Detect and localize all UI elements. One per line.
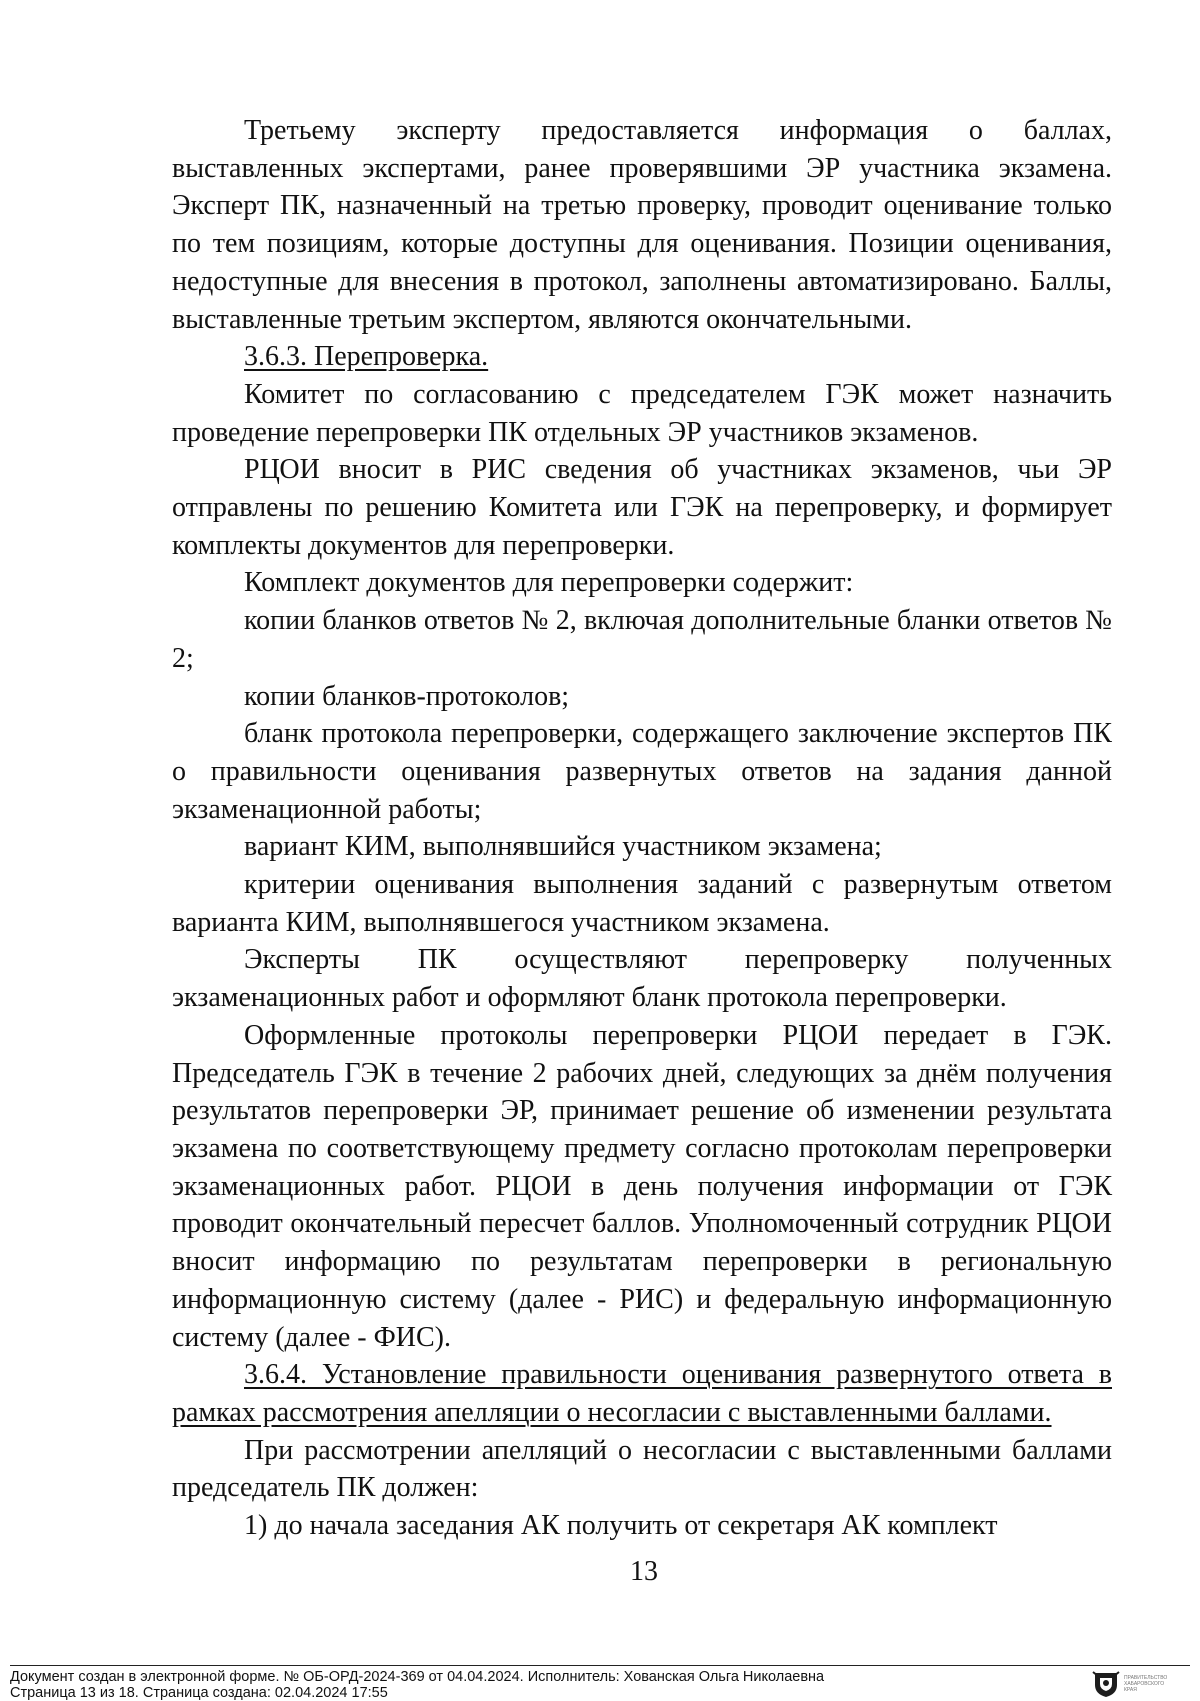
list-item-protocol-copies: копии бланков-протоколов;: [244, 680, 570, 712]
list-item-step-1: 1) до начала заседания АК получить от секретаря АК комплект: [244, 1510, 998, 1542]
section-heading-3-6-4: [172, 1356, 1112, 1431]
paragraph-committee: Комитет по согласованию с председателем ГЭК может назначить проведение перепроверки ПК отдельных ЭР участников экзаменов.: [172, 378, 1112, 448]
government-logo: [1091, 1670, 1184, 1698]
list-item-kim-variant: вариант КИМ, выполнявшийся участником экзамена;: [244, 831, 882, 863]
coat-of-arms-icon: [1091, 1670, 1121, 1698]
paragraph-experts-recheck: Эксперты ПК осуществляют перепроверку полученных экзаменационных работ и оформляют бланк протокола перепроверки.: [172, 944, 1112, 1014]
document-footer: [10, 1665, 1190, 1701]
paragraph-third-expert: Третьему эксперту предоставляется информация о баллах, выставленных экспертами, ранее проверявшими ЭР участника экзамена. Эксперт ПК, назначенный на третью проверку, проводит оценивание только по тем позициям, которые доступны для оценивания. Позиции оценивания, недоступные для внесения в протокол, заполнены автоматизировано. Баллы, выставленные третьим экспертом, являются окончательными.: [172, 115, 1112, 335]
footer-page-info: Страница 13 из 18. Страница создана: 02.04.2024 17:55: [10, 1685, 388, 1701]
section-heading-3-6-4-text: 3.6.4. Установление правильности оценивания развернутого ответа в рамках рассмотрения апелляции о несогласии с выставленными баллами.: [172, 1359, 1112, 1428]
section-heading-3-6-3: [172, 338, 1112, 376]
paragraph-appeals: При рассмотрении апелляций о несогласии с выставленными баллами председатель ПК должен:: [172, 1434, 1112, 1504]
paragraph-rcoi-ris: РЦОИ вносит в РИС сведения об участниках экзаменов, чьи ЭР отправлены по решению Комитета или ГЭК на перепроверку, и формирует комплекты документов для перепроверки.: [172, 454, 1112, 561]
list-item-recheck-form: бланк протокола перепроверки, содержащего заключение экспертов ПК о правильности оценивания развернутых ответов на задания данной экзаменационной работы;: [172, 718, 1112, 825]
page-number: 13: [630, 1556, 658, 1587]
logo-caption: ПРАВИТЕЛЬСТВО ХАБАРОВСКОГО КРАЯ: [1124, 1675, 1168, 1693]
paragraph-protocols-transfer: Оформленные протоколы перепроверки РЦОИ передает в ГЭК. Председатель ГЭК в течение 2 рабочих дней, следующих за днём получения результатов перепроверки ЭР, принимает решение об изменении результата экзамена по соответствующему предмету согласно протоколам перепроверки экзаменационных работ. РЦОИ в день получения информации от ГЭК проводит окончательный пересчет баллов. Уполномоченный сотрудник РЦОИ вносит информацию по результатам перепроверки в региональную информационную систему (далее - РИС) и федеральную информационную систему (далее - ФИС).: [172, 1019, 1112, 1353]
list-item-criteria: критерии оценивания выполнения заданий с развернутым ответом варианта КИМ, выполнявшегося участником экзамена.: [172, 869, 1112, 938]
paragraph-kit-contents: Комплект документов для перепроверки содержит:: [244, 567, 854, 599]
document-body: [172, 112, 1112, 1545]
list-item-answer-copies: копии бланков ответов № 2, включая дополнительные бланки ответов № 2;: [172, 605, 1112, 674]
footer-document-info: Документ создан в электронной форме. № ОБ-ОРД-2024-369 от 04.04.2024. Исполнитель: Хованская Ольга Николаевна: [10, 1669, 825, 1685]
section-heading-3-6-3-text: 3.6.3. Перепроверка.: [244, 341, 489, 373]
